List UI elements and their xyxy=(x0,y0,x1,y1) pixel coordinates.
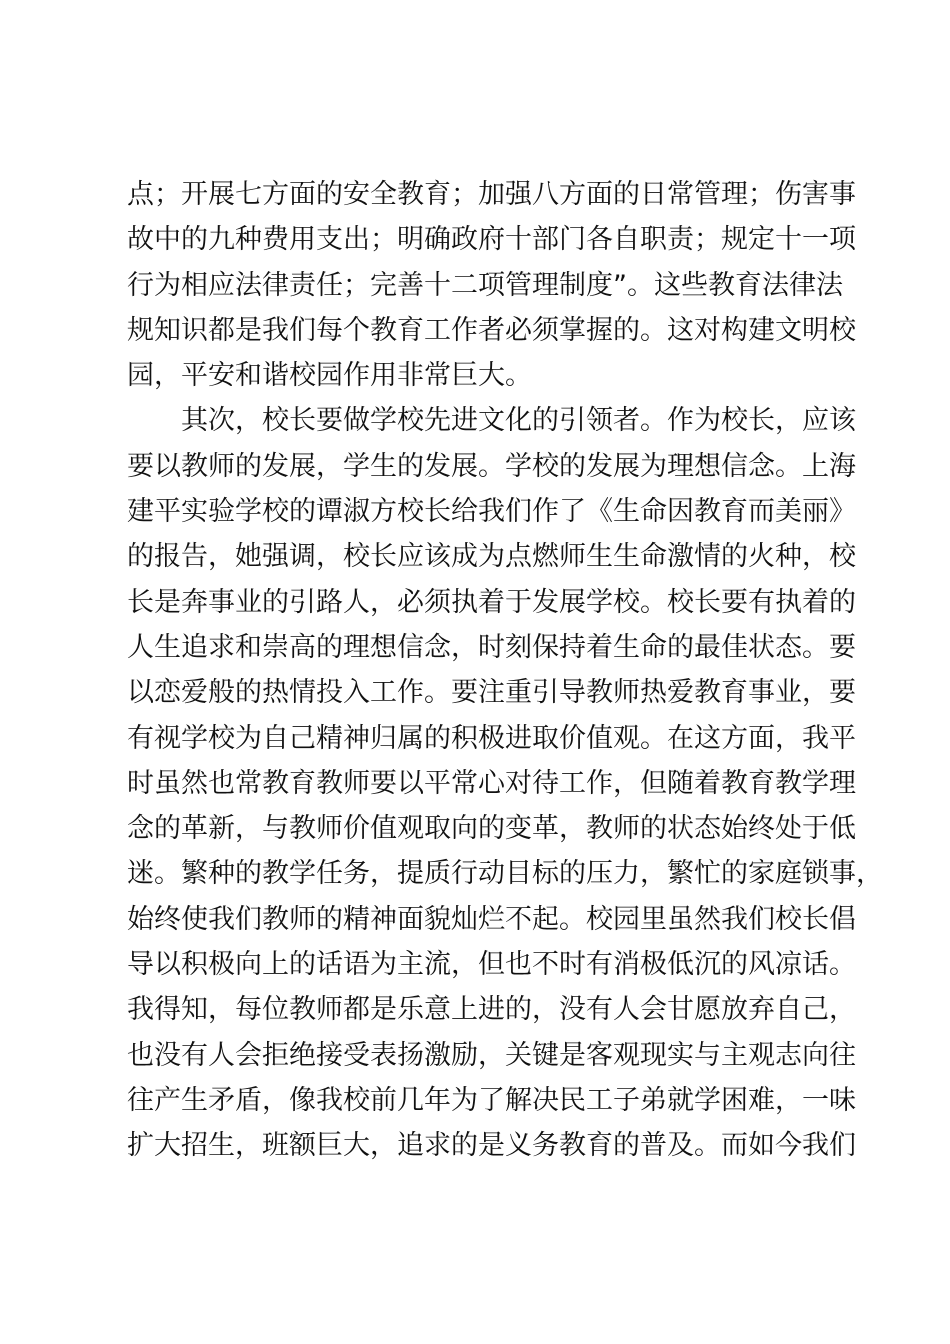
text-line: 时虽然也常教育教师要以平常心对待工作，但随着教育教学理 xyxy=(127,767,856,799)
text-line: 规知识都是我们每个教育工作者必须掌握的。这对构建文明校 xyxy=(127,314,856,346)
text-line: 长是奔事业的引路人，必须执着于发展学校。校长要有执着的 xyxy=(127,586,856,618)
text-line: 有视学校为自己精神归属的积极进取价值观。在这方面，我平 xyxy=(127,722,856,754)
text-line: 扩大招生，班额巨大，追求的是义务教育的普及。而如今我们 xyxy=(127,1130,856,1162)
body-text xyxy=(127,172,883,1169)
text-line: 迷。繁种的教学任务，提质行动目标的压力，繁忙的家庭锁事， xyxy=(127,858,883,890)
text-line: 要以教师的发展，学生的发展。学校的发展为理想信念。上海 xyxy=(127,450,856,482)
paragraph-continuation xyxy=(127,172,856,398)
text-line: 故中的九种费用支出；明确政府十部门各自职责；规定十一项 xyxy=(127,224,856,256)
text-line: 往产生矛盾，像我校前几年为了解决民工子弟就学困难，一味 xyxy=(127,1084,856,1116)
text-line: 以恋爱般的热情投入工作。要注重引导教师热爱教育事业，要 xyxy=(127,677,856,709)
text-line: 念的革新，与教师价值观取向的变革，教师的状态始终处于低 xyxy=(127,813,856,845)
text-line: 也没有人会拒绝接受表扬激励，关键是客观现实与主观志向往 xyxy=(127,1039,856,1071)
text-line: 导以积极向上的话语为主流，但也不时有消极低沉的风凉话。 xyxy=(127,949,856,981)
text-line: 行为相应法律责任；完善十二项管理制度”。这些教育法律法 xyxy=(127,269,843,301)
text-line: 我得知，每位教师都是乐意上进的，没有人会甘愿放弃自己， xyxy=(127,994,856,1026)
text-line: 其次，校长要做学校先进文化的引领者。作为校长，应该 xyxy=(181,405,856,437)
text-line: 人生追求和崇高的理想信念，时刻保持着生命的最佳状态。要 xyxy=(127,631,856,663)
text-line: 建平实验学校的谭淑方校长给我们作了《生命因教育而美丽》 xyxy=(127,496,856,528)
text-line: 始终使我们教师的精神面貌灿烂不起。校园里虽然我们校长倡 xyxy=(127,903,856,935)
text-line: 的报告，她强调，校长应该成为点燃师生生命激情的火种，校 xyxy=(127,541,856,573)
text-line: 园，平安和谐校园作用非常巨大。 xyxy=(127,360,532,392)
text-line: 点；开展七方面的安全教育；加强八方面的日常管理；伤害事 xyxy=(127,179,856,210)
paragraph-principal-culture xyxy=(127,398,883,1168)
